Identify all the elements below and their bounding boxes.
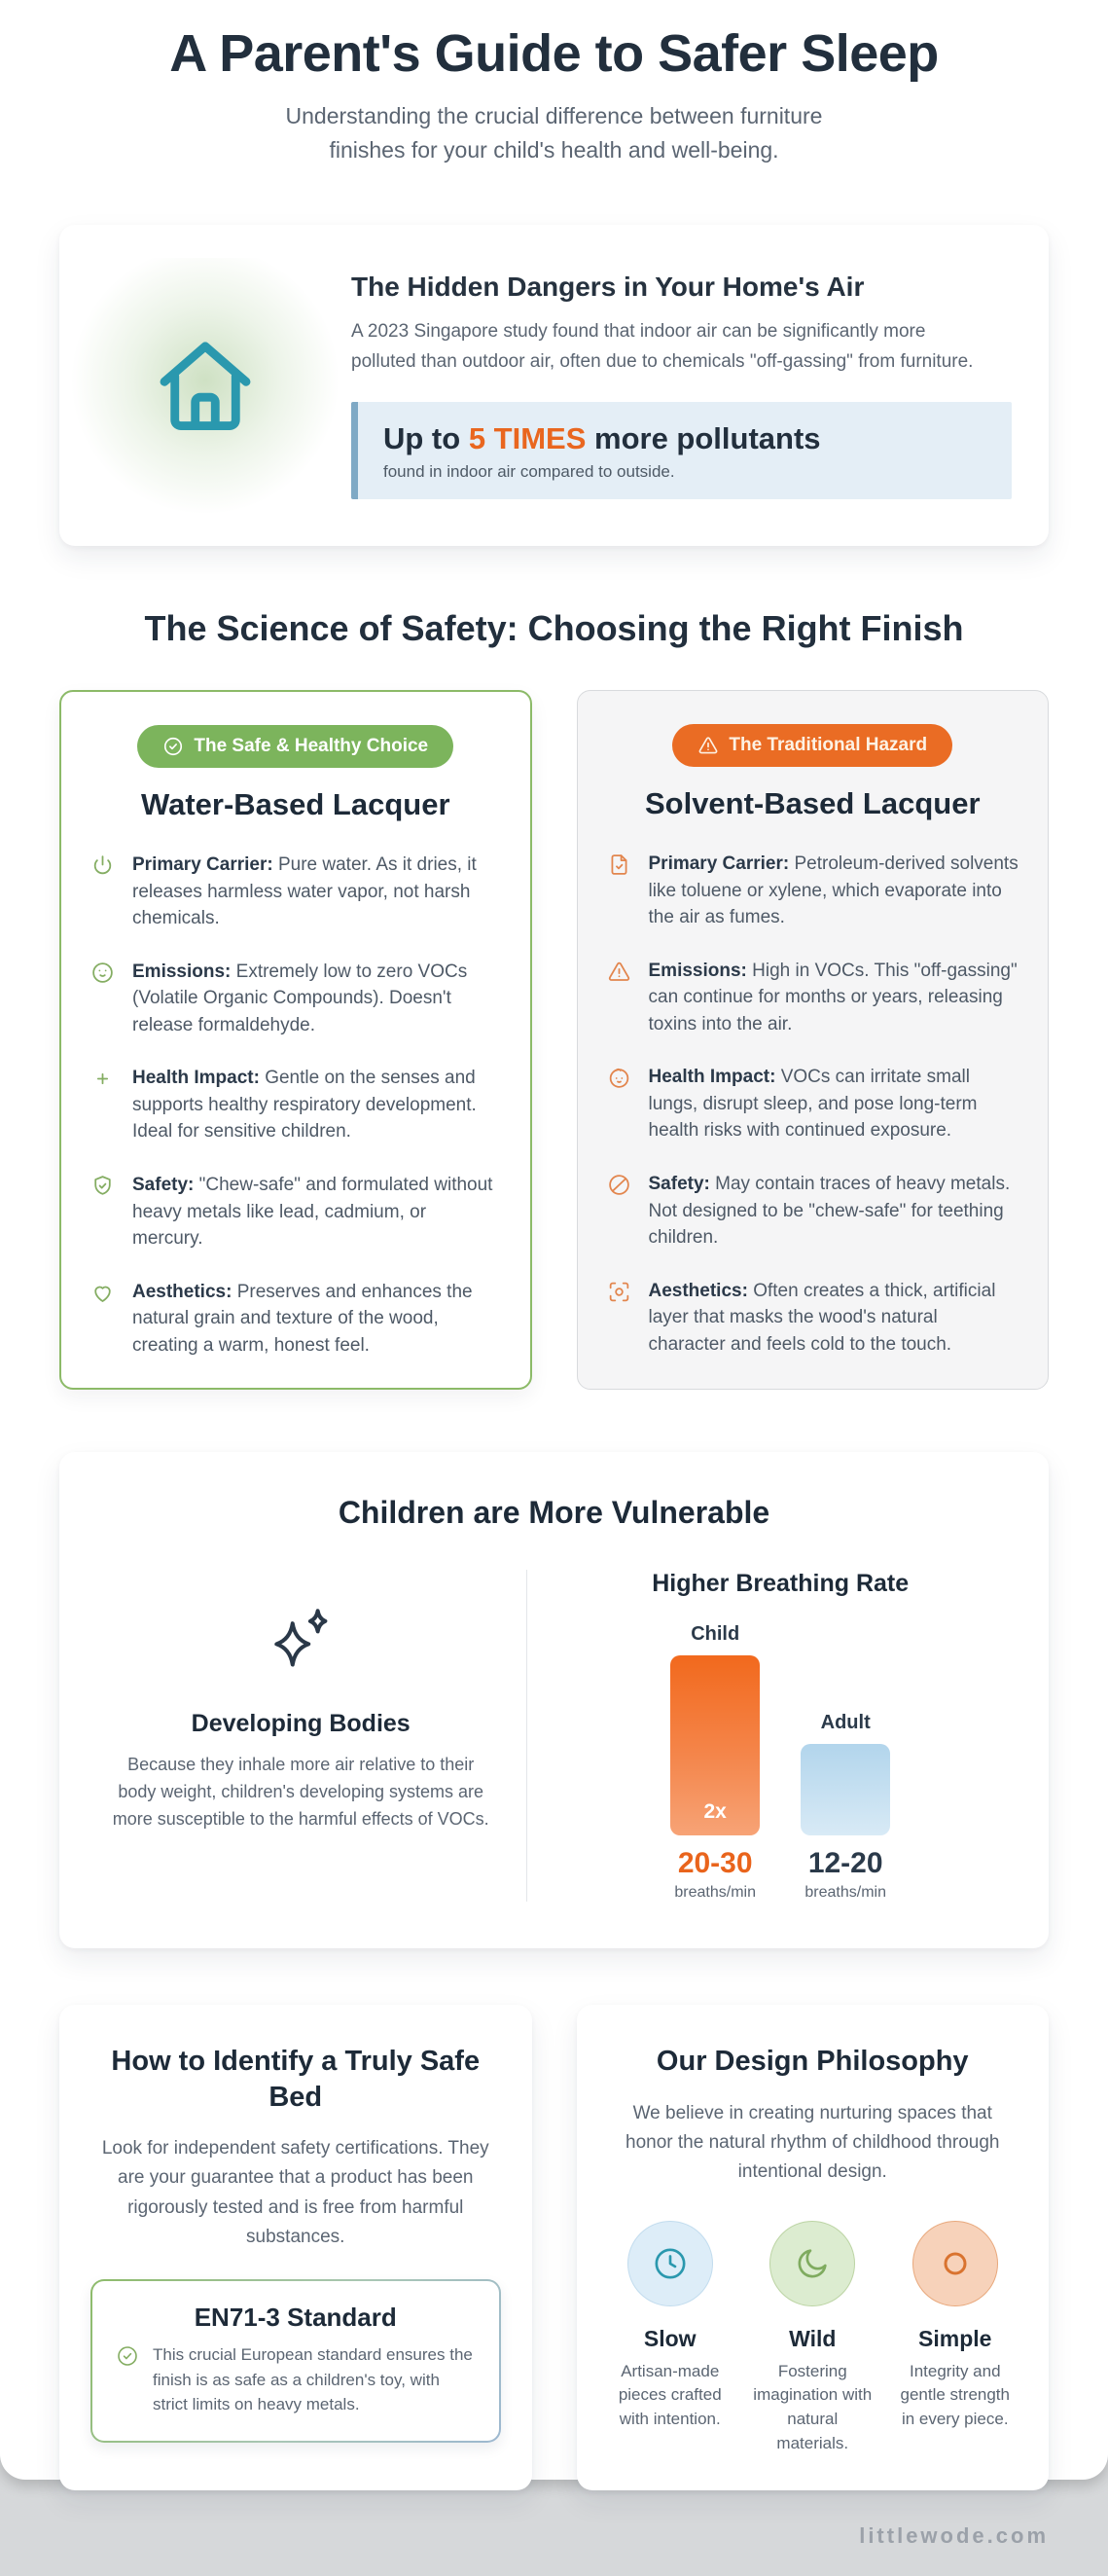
water-feature-emissions: Emissions: Extremely low to zero VOCs (Volatile Organic Compounds). Doesn't release formaldehyde.	[90, 959, 501, 1039]
solvent-feature-aesthetics: Aesthetics: Often creates a thick, artificial layer that masks the wood's natural character and feels cold to the touch.	[607, 1278, 1019, 1359]
pillar-simple-text: Integrity and gentle strength in every piece.	[900, 2361, 1010, 2428]
child-bar-annotation: 2x	[703, 1800, 727, 1824]
safe-bed-heading: How to Identify a Truly Safe Bed	[111, 2046, 481, 2113]
water-lacquer-title: Water-Based Lacquer	[140, 787, 450, 822]
hero-section	[59, 0, 1049, 166]
pillar-simple-title: Simple	[918, 2325, 992, 2351]
smile-face-icon	[90, 959, 116, 1039]
safe-bed-card	[59, 2005, 532, 2490]
water-feature-safety: Safety: "Chew-safe" and formulated without heavy metals like lead, cadmium, or mercury.	[90, 1172, 501, 1252]
check-circle-icon	[162, 736, 184, 757]
circle-icon	[912, 2221, 998, 2306]
breathing-rate-column	[526, 1570, 1010, 1902]
traditional-hazard-badge-label: The Traditional Hazard	[729, 735, 928, 756]
check-circle-icon	[116, 2342, 139, 2417]
child-bar-value: 20-30	[677, 1847, 753, 1880]
alert-triangle-icon	[607, 958, 632, 1038]
en71-box	[90, 2279, 501, 2443]
adult-bar-unit: breaths/min	[804, 1884, 886, 1902]
traditional-hazard-badge	[672, 724, 952, 767]
hidden-dangers-heading: The Hidden Dangers in Your Home's Air	[351, 271, 865, 302]
home-icon-glow	[59, 258, 351, 513]
adult-bar-label: Adult	[820, 1712, 871, 1734]
solvent-feature-safety: Safety: May contain traces of heavy metals. Not designed to be "chew-safe" for teething children.	[607, 1171, 1019, 1252]
developing-bodies-body: Because they inhale more air relative to their body weight, children's developing systems are more susceptible to the harmful effects of VOCs.	[112, 1755, 489, 1830]
adult-bar	[801, 1744, 890, 1835]
scan-icon	[607, 1278, 632, 1359]
alert-triangle-icon	[697, 735, 719, 756]
ban-icon	[607, 1171, 632, 1252]
shield-check-icon	[90, 1172, 116, 1252]
child-bar-label: Child	[691, 1623, 740, 1646]
baby-face-icon	[607, 1064, 632, 1144]
solvent-lacquer-title: Solvent-Based Lacquer	[644, 786, 981, 821]
child-bar	[670, 1655, 760, 1835]
pillar-simple	[893, 2221, 1019, 2456]
page-subtitle: Understanding the crucial difference between furniture finishes for your child's health and well-being.	[285, 103, 823, 163]
callout-subtext: found in indoor air compared to outside.	[383, 462, 675, 482]
water-feature-aesthetics: Aesthetics: Preserves and enhances the natural grain and texture of the wood, creating a warm, honest feel.	[90, 1279, 501, 1360]
water-lacquer-card	[59, 690, 532, 1390]
hidden-dangers-body: A 2023 Singapore study found that indoor air can be significantly more polluted than outdoor air, often due to chemicals "off-gassing" from furniture.	[351, 320, 974, 373]
pillar-slow-title: Slow	[643, 2325, 697, 2351]
callout-headline: Up to 5 TIMES more pollutants	[383, 421, 821, 456]
breathing-rate-chart	[560, 1623, 1000, 1902]
child-bar-group	[670, 1623, 760, 1902]
pollutants-callout	[351, 402, 1012, 499]
adult-bar-value: 12-20	[807, 1847, 883, 1880]
solvent-feature-health: Health Impact: VOCs can irritate small lungs, disrupt sleep, and pose long-term health risks with continued exposure.	[607, 1064, 1019, 1144]
pillar-wild-title: Wild	[789, 2325, 837, 2351]
breathing-rate-title: Higher Breathing Rate	[652, 1570, 910, 1598]
safe-bed-body: Look for independent safety certifications. They are your guarantee that a product has been rigorously tested and is free from harmful substances.	[101, 2137, 489, 2247]
pillar-wild	[750, 2221, 876, 2456]
heart-icon	[90, 1279, 116, 1360]
adult-bar-group	[801, 1712, 890, 1902]
home-icon	[151, 331, 260, 440]
pillar-slow	[608, 2221, 733, 2456]
callout-highlight: 5 TIMES	[468, 421, 587, 456]
vulnerable-card	[59, 1452, 1049, 1948]
water-feature-carrier: Primary Carrier: Pure water. As it dries, it releases harmless water vapor, not harsh chemicals.	[90, 852, 501, 932]
power-icon	[90, 852, 116, 932]
child-bar-unit: breaths/min	[674, 1884, 756, 1902]
solvent-lacquer-card	[577, 690, 1050, 1390]
solvent-feature-carrier: Primary Carrier: Petroleum-derived solvents like toluene or xylene, which evaporate into the air as fumes.	[607, 851, 1019, 931]
hidden-dangers-card	[59, 225, 1049, 546]
file-check-icon	[607, 851, 632, 931]
vulnerable-heading: Children are More Vulnerable	[338, 1495, 770, 1531]
en71-title: EN71-3 Standard	[194, 2303, 397, 2333]
en71-text: This crucial European standard ensures the finish is as safe as a children's toy, with strict limits on heavy metals.	[153, 2345, 473, 2414]
developing-bodies-column	[98, 1570, 526, 1902]
page-title: A Parent's Guide to Safer Sleep	[169, 24, 939, 83]
design-philosophy-card	[577, 2005, 1050, 2490]
science-section-title: The Science of Safety: Choosing the Right Finish	[144, 608, 964, 649]
developing-bodies-title: Developing Bodies	[191, 1710, 411, 1738]
plus-icon	[90, 1065, 116, 1145]
solvent-feature-emissions: Emissions: High in VOCs. This "off-gassing" can continue for months or years, releasing toxins into the air.	[607, 958, 1019, 1038]
footer-domain: littlewode.com	[859, 2523, 1049, 2549]
moon-icon	[769, 2221, 855, 2306]
philosophy-body: We believe in creating nurturing spaces that honor the natural rhythm of childhood through intentional design.	[625, 2102, 1000, 2183]
water-feature-health: Health Impact: Gentle on the senses and supports healthy respiratory development. Ideal for sensitive children.	[90, 1065, 501, 1145]
pillar-wild-text: Fostering imagination with natural materials.	[753, 2361, 873, 2452]
pillar-slow-text: Artisan-made pieces crafted with intention.	[618, 2361, 722, 2428]
safe-choice-badge	[137, 725, 453, 768]
philosophy-heading: Our Design Philosophy	[656, 2046, 969, 2078]
safe-choice-badge-label: The Safe & Healthy Choice	[194, 736, 429, 757]
sparkles-icon	[108, 1603, 493, 1681]
clock-icon	[627, 2221, 713, 2306]
footer	[59, 2523, 1049, 2576]
